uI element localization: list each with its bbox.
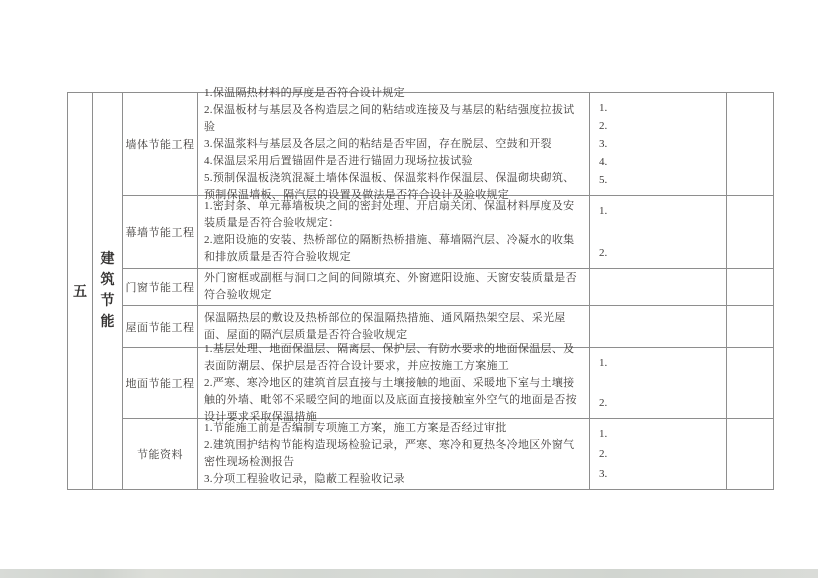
text-line: 4.保温层采用后置锚固件是否进行锚固力现场拉拔试验 <box>204 154 473 167</box>
content-cell-doors-windows <box>198 269 590 306</box>
content-cell-curtain-wall <box>198 196 590 269</box>
text-line: 建 <box>100 252 115 267</box>
text-line: 1. <box>599 428 608 440</box>
content-cell-energy-records <box>198 419 590 490</box>
text-line: 外门窗框或副框与洞口之间的间隙填充、外窗遮阳设施、天窗安装质量是否符合验收规定 <box>204 272 577 301</box>
section-name-cell <box>93 93 123 490</box>
empty-cell <box>727 306 774 348</box>
numbers-cell-energy-records <box>590 419 727 490</box>
text-line: 1.保温隔热材料的厚度是否符合设计规定 <box>204 86 405 99</box>
content-cell-wall-energy <box>198 86 590 201</box>
empty-cell <box>727 93 774 196</box>
text-line: 1. <box>599 357 608 369</box>
section-number: 五 <box>73 285 87 300</box>
scan-edge-artifact <box>0 569 818 578</box>
text-line: 3. <box>599 138 608 150</box>
empty-cell <box>727 348 774 419</box>
category-cell-energy-records: 节能资料 <box>123 419 198 490</box>
text-line: 2. <box>599 397 608 409</box>
text-line: 节 <box>100 294 115 309</box>
text-line: 2. <box>599 448 608 460</box>
text-line: 3.分项工程验收记录，隐蔽工程验收记录 <box>204 473 405 485</box>
text-line: 保温隔热层的敷设及热桥部位的保温隔热措施、通风隔热架空层、采光屋面、屋面的隔汽层质量是否符合验收规定 <box>204 311 566 341</box>
text-line: 筑 <box>100 273 115 288</box>
category-cell-ground-energy: 地面节能工程 <box>123 348 198 419</box>
numbers-cell-curtain-wall <box>590 196 727 269</box>
empty-cell <box>727 419 774 490</box>
section-number-cell <box>68 93 93 490</box>
text-line: 2.保温板材与基层及各构造层之间的粘结或连接及与基层的粘结强度拉拔试验 <box>204 103 575 133</box>
text-line: 2.严寒、寒冷地区的建筑首层直接与土壤接触的地面、采暖地下室与土壤接触的外墙、毗邻不采暖空间的地面以及底面直接接触室外空气的地面是否按设计要求采取保温措施 <box>204 376 577 423</box>
text-line: 3.保温浆料与基层及各层之间的粘结是否牢固，存在脱层、空鼓和开裂 <box>204 137 552 150</box>
text-line: 能 <box>100 315 115 330</box>
empty-cell <box>727 196 774 269</box>
numbers-cell-doors-windows <box>590 269 727 306</box>
text-line: 1. <box>599 205 608 217</box>
text-line: 1.节能施工前是否编制专项施工方案，施工方案是否经过审批 <box>204 422 507 434</box>
text-line: 4. <box>599 156 608 168</box>
text-line: 2. <box>599 247 608 259</box>
text-line: 1.密封条、单元幕墙板块之间的密封处理、开启扇关闭、保温材料厚度及安装质量是否符合验收规定： <box>204 200 575 229</box>
text-line: 2. <box>599 120 608 132</box>
content-cell-ground-energy <box>198 342 590 423</box>
text-line: 1. <box>599 102 608 114</box>
text-line: 5.预制保温板浇筑混凝土墙体保温板、保温浆料作保温层、保温砌块砌筑、预制保温墙板、隔汽层的设置及做法是否符合设计及验收规定 <box>204 171 575 201</box>
energy-inspection-table <box>67 86 774 490</box>
text-line: 5. <box>599 174 608 186</box>
text-line: 2.建筑围护结构节能构造现场检验记录，严寒、寒冷和夏热冬冷地区外窗气密性现场检测报告 <box>204 439 575 468</box>
category-cell-wall-energy: 墙体节能工程 <box>123 93 198 196</box>
category-cell-doors-windows: 门窗节能工程 <box>123 269 198 306</box>
category-cell-roof-energy: 屋面节能工程 <box>123 306 198 348</box>
category-cell-curtain-wall: 幕墙节能工程 <box>123 196 198 269</box>
numbers-cell-roof-energy <box>590 306 727 348</box>
empty-cell <box>727 269 774 306</box>
numbers-cell-ground-energy <box>590 348 727 419</box>
text-line: 2.遮阳设施的安装、热桥部位的隔断热桥措施、幕墙隔汽层、冷凝水的收集和排放质量是否符合验收规定 <box>204 234 575 263</box>
numbers-cell-wall-energy <box>590 93 727 196</box>
text-line: 3. <box>599 468 608 480</box>
text-line: 1.基层处理、地面保温层、隔离层、保护层、有防水要求的地面保温层、及表面防潮层、保护层是否符合设计要求，并应按施工方案施工 <box>204 342 575 372</box>
